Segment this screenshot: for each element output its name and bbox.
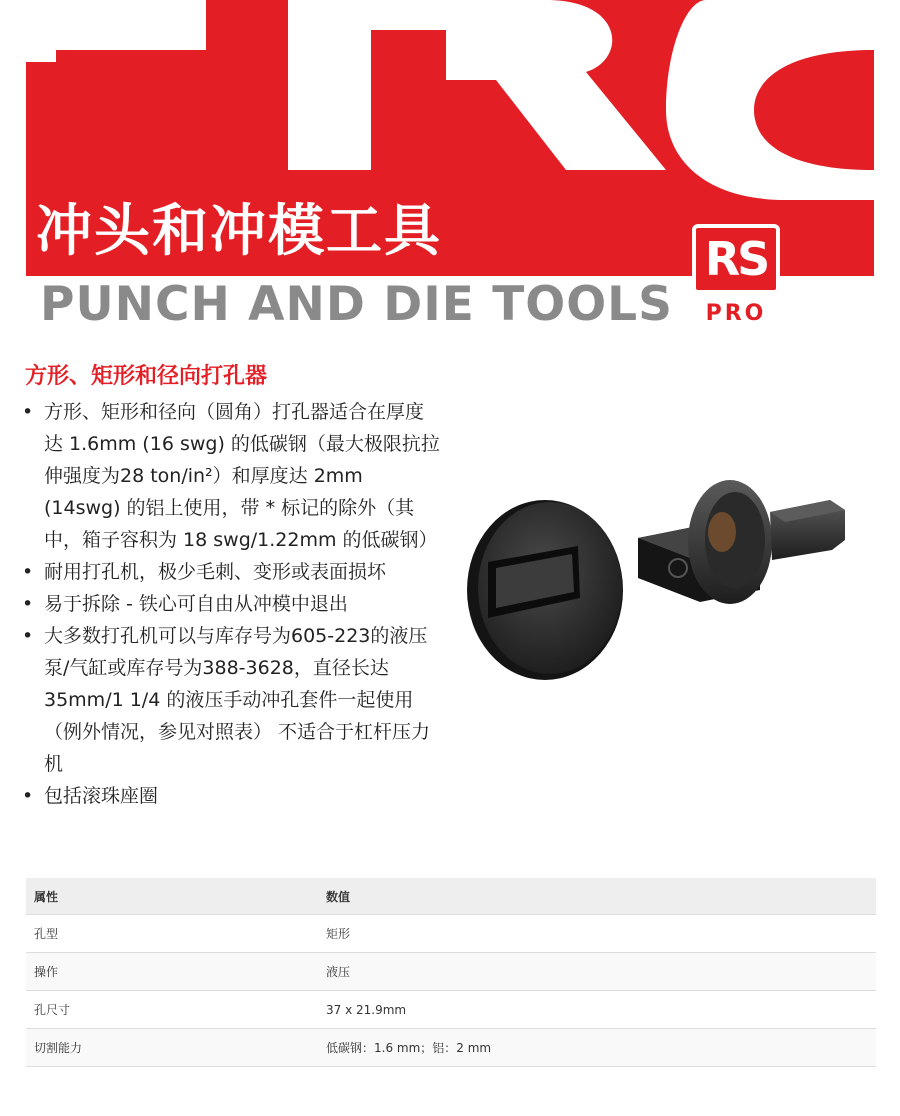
rs-logo-sub: PRO — [705, 301, 767, 326]
spec-value: 低碳钢：1.6 mm；铝：2 mm — [318, 1029, 876, 1067]
spec-value: 37 x 21.9mm — [318, 991, 876, 1029]
hero-banner — [26, 0, 874, 334]
die-icon — [467, 500, 623, 680]
table-row — [26, 915, 876, 953]
spec-attribute: 操作 — [26, 953, 318, 991]
banner-title-cn: 冲头和冲模工具 — [36, 199, 442, 264]
feature-list — [20, 396, 440, 812]
column-header-attribute: 属性 — [26, 878, 318, 915]
table-header-row — [26, 878, 876, 915]
spec-table — [26, 878, 876, 1067]
table-row — [26, 953, 876, 991]
feature-item: • 大多数打孔机可以与库存号为605-223的液压泵/气缸或库存号为388-3628，直径长达35mm/1 1/4 的液压手动冲孔套件一起使用（例外情况，参见对照表） 不适合于杠杆压力机 — [20, 620, 440, 780]
rs-pro-logo — [692, 224, 780, 330]
feature-item: • 包括滚珠座圈 — [20, 780, 440, 812]
banner-title-en: PUNCH AND DIE TOOLS — [40, 277, 673, 332]
rs-logo-mark: RS — [692, 224, 780, 294]
section-title: 方形、矩形和径向打孔器 — [25, 364, 268, 389]
spec-attribute: 孔型 — [26, 915, 318, 953]
spec-value: 液压 — [318, 953, 876, 991]
punch-icon — [638, 480, 845, 604]
spec-attribute: 切割能力 — [26, 1029, 318, 1067]
feature-item: • 耐用打孔机，极少毛刺、变形或表面损坏 — [20, 556, 440, 588]
spec-value: 矩形 — [318, 915, 876, 953]
feature-item: • 方形、矩形和径向（圆角）打孔器适合在厚度达 1.6mm (16 swg) 的低碳钢（最大极限抗拉伸强度为28 ton/in²）和厚度达 2mm (14swg) 的铝上使用，带 * 标记的除外（其中，箱子容积为 18 swg/1.22mm 的低碳钢） — [20, 396, 440, 556]
spec-attribute: 孔尺寸 — [26, 991, 318, 1029]
punch-and-die-photo-icon — [460, 470, 860, 700]
table-row — [26, 1029, 876, 1067]
column-header-value: 数值 — [318, 878, 876, 915]
table-row — [26, 991, 876, 1029]
pro-watermark-icon — [26, 0, 874, 200]
feature-item: • 易于拆除 - 铁心可自由从冲模中退出 — [20, 588, 440, 620]
